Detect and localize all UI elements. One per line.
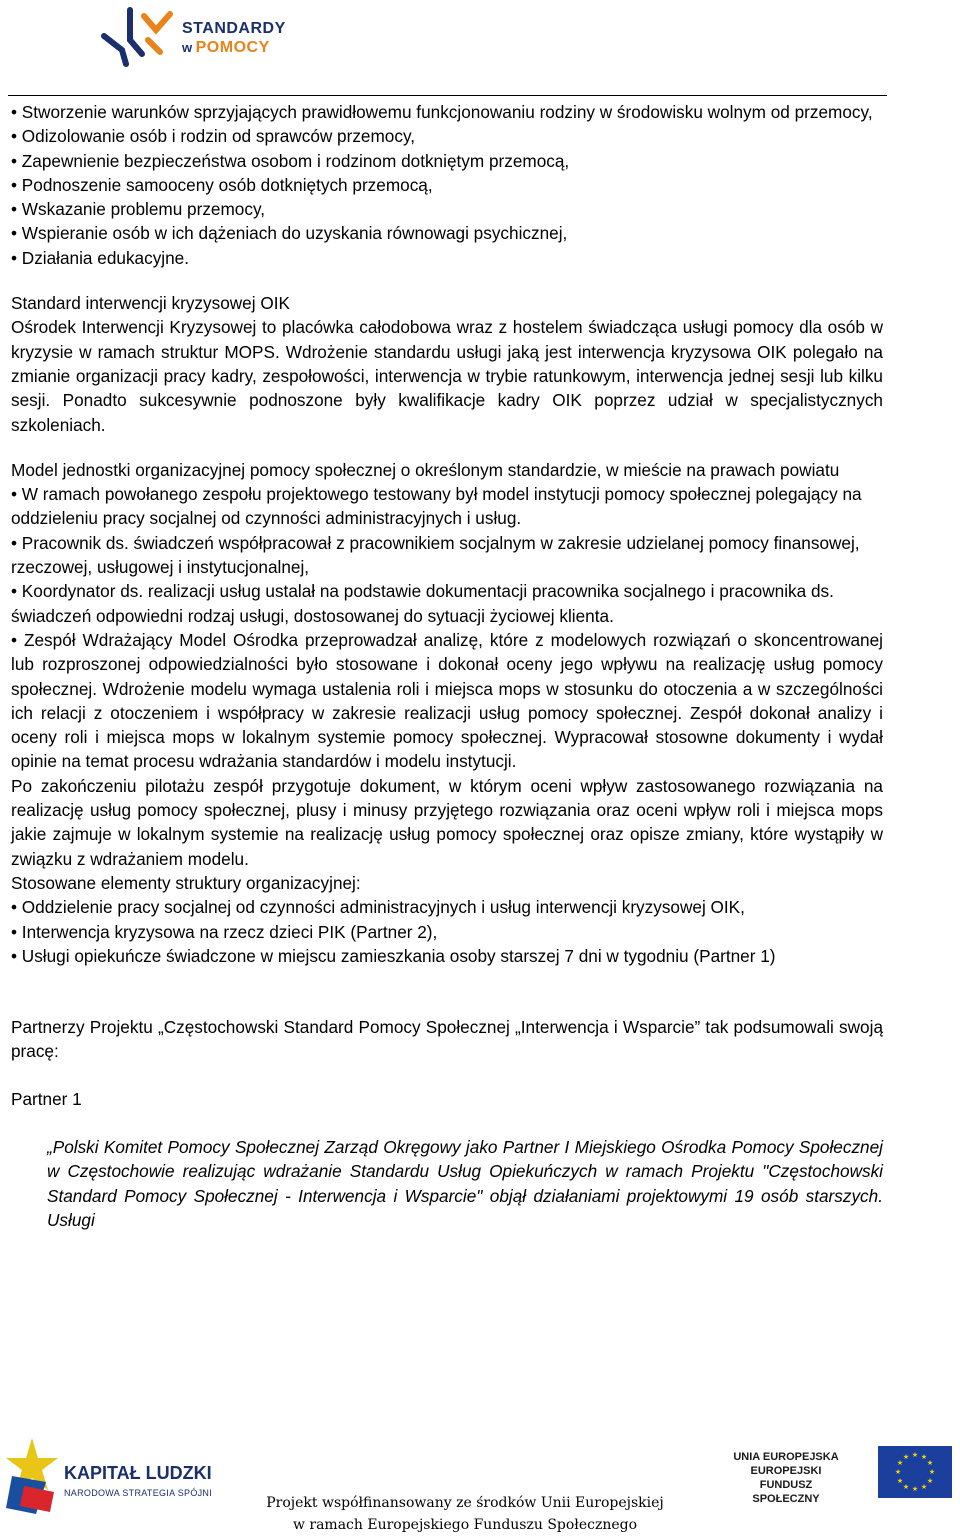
- funding-note: [250, 1492, 680, 1536]
- svg-text:★: ★: [920, 1453, 928, 1461]
- eu-line: EUROPEJSKI: [750, 1465, 822, 1477]
- header-divider: [8, 95, 887, 96]
- logo-title: STANDARDY: [182, 20, 286, 37]
- funding-line: Projekt współfinansowany ze środków Unii Europejskiej: [266, 1495, 664, 1511]
- list-item: • Wskazanie problemu przemocy,: [11, 199, 266, 220]
- logo-figure-icon: [100, 6, 180, 68]
- svg-text:★: ★: [896, 1459, 904, 1467]
- list-item: • Koordynator ds. realizacji usług ustalał na podstawie dokumentacji pracownika socjalnego i pracownika ds. świadczeń odpowiedni rodzaj usługi, dostosowanej do sytuacji życiowej klienta.: [11, 581, 834, 626]
- kapital-ludzki-subtitle: NARODOWA STRATEGIA SPÓJNI: [64, 1488, 213, 1498]
- svg-text:★: ★: [896, 1477, 904, 1485]
- list-item: • Interwencja kryzysowa na rzecz dzieci PIK (Partner 2),: [11, 921, 438, 942]
- kapital-ludzki-title: KAPITAŁ LUDZKI: [64, 1463, 212, 1483]
- eu-line: UNIA EUROPEJSKA: [733, 1451, 839, 1463]
- logo-subtitle: w POMOCY: [182, 39, 270, 56]
- standardy-w-pomocy-logo: [100, 6, 320, 68]
- document-body: [11, 100, 883, 1232]
- partner1-label: Partner 1: [11, 1088, 82, 1109]
- list-item: • Działania edukacyjne.: [11, 247, 189, 268]
- funding-line: w ramach Europejskiego Funduszu Społecznego: [292, 1517, 638, 1533]
- svg-text:★: ★: [902, 1483, 910, 1491]
- list-item: • Pracownik ds. świadczeń współpracował z pracownikiem socjalnym w zakresie udzielanej pomocy finansowej, rzeczowej, usługowej i instytucjonalnej,: [11, 532, 860, 578]
- list-item: • Odizolowanie osób i rodzin od sprawców przemocy,: [11, 126, 416, 147]
- list-item: • Wspieranie osób w ich dążeniach do uzyskania równowagi psychicznej,: [11, 223, 568, 244]
- svg-text:★: ★: [926, 1459, 934, 1467]
- list-item: • Stworzenie warunków sprzyjających prawidłowemu funkcjonowaniu rodziny w środowisku wolnym od przemocy,: [11, 102, 873, 122]
- svg-text:★: ★: [894, 1468, 902, 1476]
- model-after-paragraph: Po zakończeniu pilotażu zespół przygotuje dokument, w którym oceni wpływ zastosowanego rozwiązania na realizację usług pomocy społecznej, plusy i minusy przyjętego rozwiązania oraz oceni wpływ roli i miejsca mops jakie zajmuje w lokalnym systemie na realizację usług pomocy społecznej oraz opisze zmiany, które wystąpiły w związku z wdrażaniem modelu.: [11, 775, 883, 869]
- svg-text:★: ★: [920, 1483, 928, 1491]
- oik-paragraph: Ośrodek Interwencji Kryzysowej to placówka całodobowa wraz z hostelem świadcząca usługi pomocy dla osób w kryzysie w ramach struktur MOPS. Wdrożenie standardu usługi jaką jest interwencja kryzysowa OIK polegało na zmianie organizacji pracy kadry, zespołowości, interwencja w trybie ratunkowym, interwencja jednej sesji lub kilku sesji. Ponadto sukcesywnie podnoszone były kwalifikacje kadry OIK poprzez udział w specjalistycznych szkoleniach.: [11, 317, 883, 435]
- list-item: • Podnoszenie samooceny osób dotkniętych przemocą,: [11, 174, 433, 195]
- svg-text:★: ★: [902, 1453, 910, 1461]
- list-item: • Zapewnienie bezpieczeństwa osobom i rodzinom dotkniętym przemocą,: [11, 150, 570, 171]
- eu-fund-label: [726, 1450, 846, 1506]
- kapital-ludzki-logo-icon: [6, 1436, 58, 1516]
- svg-text:★: ★: [926, 1477, 934, 1485]
- model-intro: Model jednostki organizacyjnej pomocy społecznej o określonym standardzie, w mieście na prawach powiatu: [11, 459, 840, 480]
- list-item: • Usługi opiekuńcze świadczone w miejscu zamieszkania osoby starszej 7 dni w tygodniu (Partner 1): [11, 945, 776, 966]
- eu-flag-icon: [878, 1446, 952, 1498]
- list-item: • Oddzielenie pracy socjalnej od czynności administracyjnych i usług interwencji kryzysowej OIK,: [11, 897, 745, 918]
- section-title-oik: Standard interwencji kryzysowej OIK: [11, 293, 290, 314]
- svg-text:★: ★: [911, 1485, 919, 1493]
- list-item: • Zespół Wdrażający Model Ośrodka przeprowadzał analizę, które z modelowych rozwiązań o skoncentrowanej lub rozproszonej odpowiedzialności było stosowane i dokonał oceny jego wpływu na realizację usług pomocy społecznej. Wdrożenie modelu wymaga ustalenia roli i miejsca mops w stosunku do otoczenia a w szczególności ich relacji z otoczeniem i współpracy w zakresie realizacji usług pomocy społecznej. Zespół dokonał analizy i oceny roli i miejsca mops w lokalnym systemie pomocy społecznej. Wypracował stosowne dokumenty i wydał opinie na temat procesu wdrażania standardów i modelu instytucji.: [11, 629, 883, 772]
- partners-summary: Partnerzy Projektu „Częstochowski Standard Pomocy Społecznej „Interwencja i Wsparcie” tak podsumowali swoją pracę:: [11, 1017, 883, 1062]
- elements-title: Stosowane elementy struktury organizacyjnej:: [11, 872, 361, 893]
- list-item: • W ramach powołanego zespołu projektowego testowany był model instytucji pomocy społecznej polegający na oddzieleniu pracy socjalnej od czynności administracyjnych i usług.: [11, 484, 862, 529]
- eu-line: FUNDUSZ SPOŁECZNY: [752, 1479, 820, 1505]
- footer: [0, 1420, 960, 1535]
- svg-text:★: ★: [928, 1468, 936, 1476]
- partner1-quote: „Polski Komitet Pomocy Społecznej Zarząd Okręgowy jako Partner I Miejskiego Ośrodka Pomocy Społecznej w Częstochowie realizując wdrażanie Standardu Usług Opiekuńczych w ramach Projektu "Częstochowski Standard Pomocy Społecznej - Interwencja i Wsparcie" objął działaniami projektowymi 19 osób starszych. Usługi: [47, 1136, 883, 1230]
- svg-text:★: ★: [911, 1451, 919, 1459]
